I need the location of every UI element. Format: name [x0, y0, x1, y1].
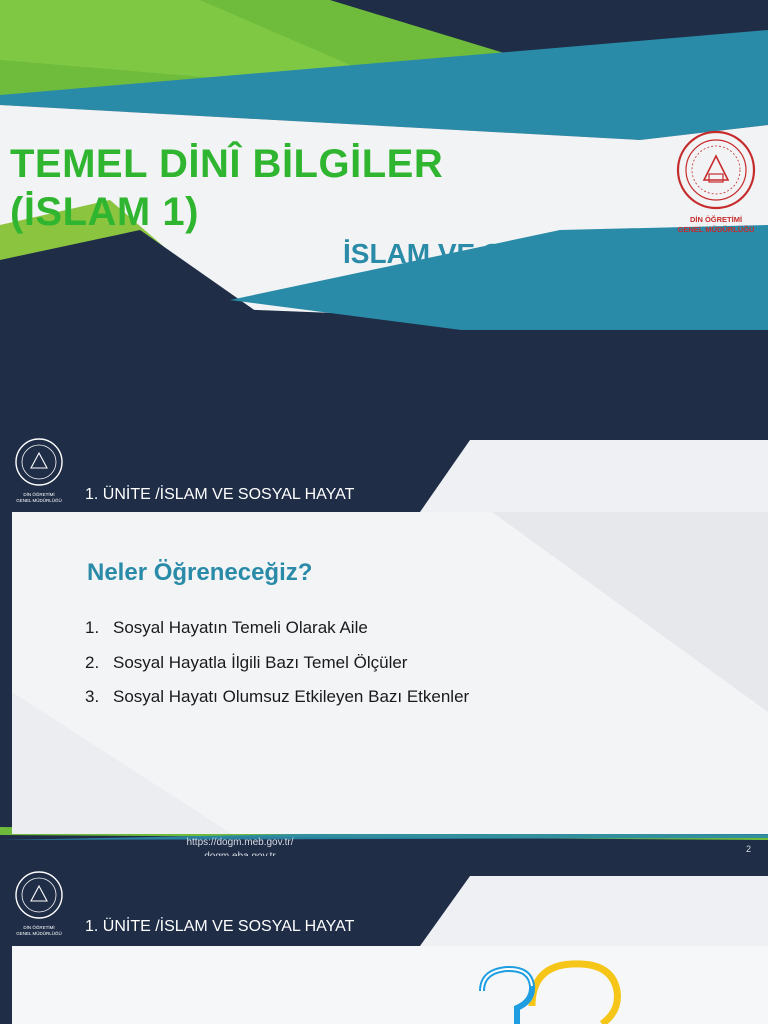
- logo-caption-line-1: DİN ÖĞRETİMİ: [23, 492, 55, 497]
- unit-title: 1. ÜNİTE /İSLAM VE SOSYAL HAYAT: [85, 486, 355, 503]
- presentation-title: [10, 140, 443, 236]
- presentation-subtitle: İSLAM VE SOSYAL HAYAT: [343, 238, 693, 269]
- content-panel: [12, 512, 768, 834]
- list-item-text: Sosyal Hayatla İlgili Bazı Temel Ölçüler: [113, 652, 408, 672]
- list-item-number: 2.: [85, 652, 100, 672]
- content-slide: [0, 420, 768, 856]
- topics-list: [85, 618, 469, 722]
- section-heading: Neler Öğreneceğiz?: [87, 559, 313, 586]
- list-item-text: Sosyal Hayatın Temeli Olarak Aile: [113, 618, 368, 637]
- title-slide: [0, 0, 768, 420]
- logo-caption-line-1: DİN ÖĞRETİMİ: [23, 925, 55, 930]
- content-panel: [12, 946, 768, 1024]
- title-line-2: (İSLAM 1): [10, 190, 199, 234]
- page-number: 2: [746, 844, 752, 854]
- logo-caption-line-2: GENEL MÜDÜRLÜĞÜ: [677, 225, 755, 234]
- ministry-seal-icon: [676, 130, 756, 210]
- question-marks-icon: [12, 946, 768, 1024]
- list-item: [85, 618, 469, 638]
- list-item: [85, 653, 469, 673]
- small-ministry-logo: [13, 870, 65, 937]
- ministry-seal-icon: [14, 437, 64, 487]
- list-item: [85, 687, 469, 707]
- next-slide: [0, 856, 768, 1024]
- list-item-number: 3.: [85, 687, 100, 707]
- logo-caption-line-2: GENEL MÜDÜRLÜĞÜ: [16, 931, 62, 936]
- title-line-1: TEMEL DİNÎ BİLGİLER: [10, 142, 444, 186]
- unit-title: 1. ÜNİTE /İSLAM VE SOSYAL HAYAT: [85, 918, 355, 935]
- ministry-logo: [673, 130, 759, 235]
- logo-caption-line-2: GENEL MÜDÜRLÜĞÜ: [16, 498, 62, 503]
- logo-caption-line-1: DİN ÖĞRETİMİ: [689, 215, 743, 224]
- footer-link-meb[interactable]: https://dogm.meb.gov.tr/: [186, 837, 294, 848]
- list-item-number: 1.: [85, 618, 100, 637]
- ministry-seal-icon: [14, 870, 64, 920]
- list-item-text: Sosyal Hayatı Olumsuz Etkileyen Bazı Etkenler: [113, 687, 470, 707]
- small-ministry-logo: [13, 437, 65, 504]
